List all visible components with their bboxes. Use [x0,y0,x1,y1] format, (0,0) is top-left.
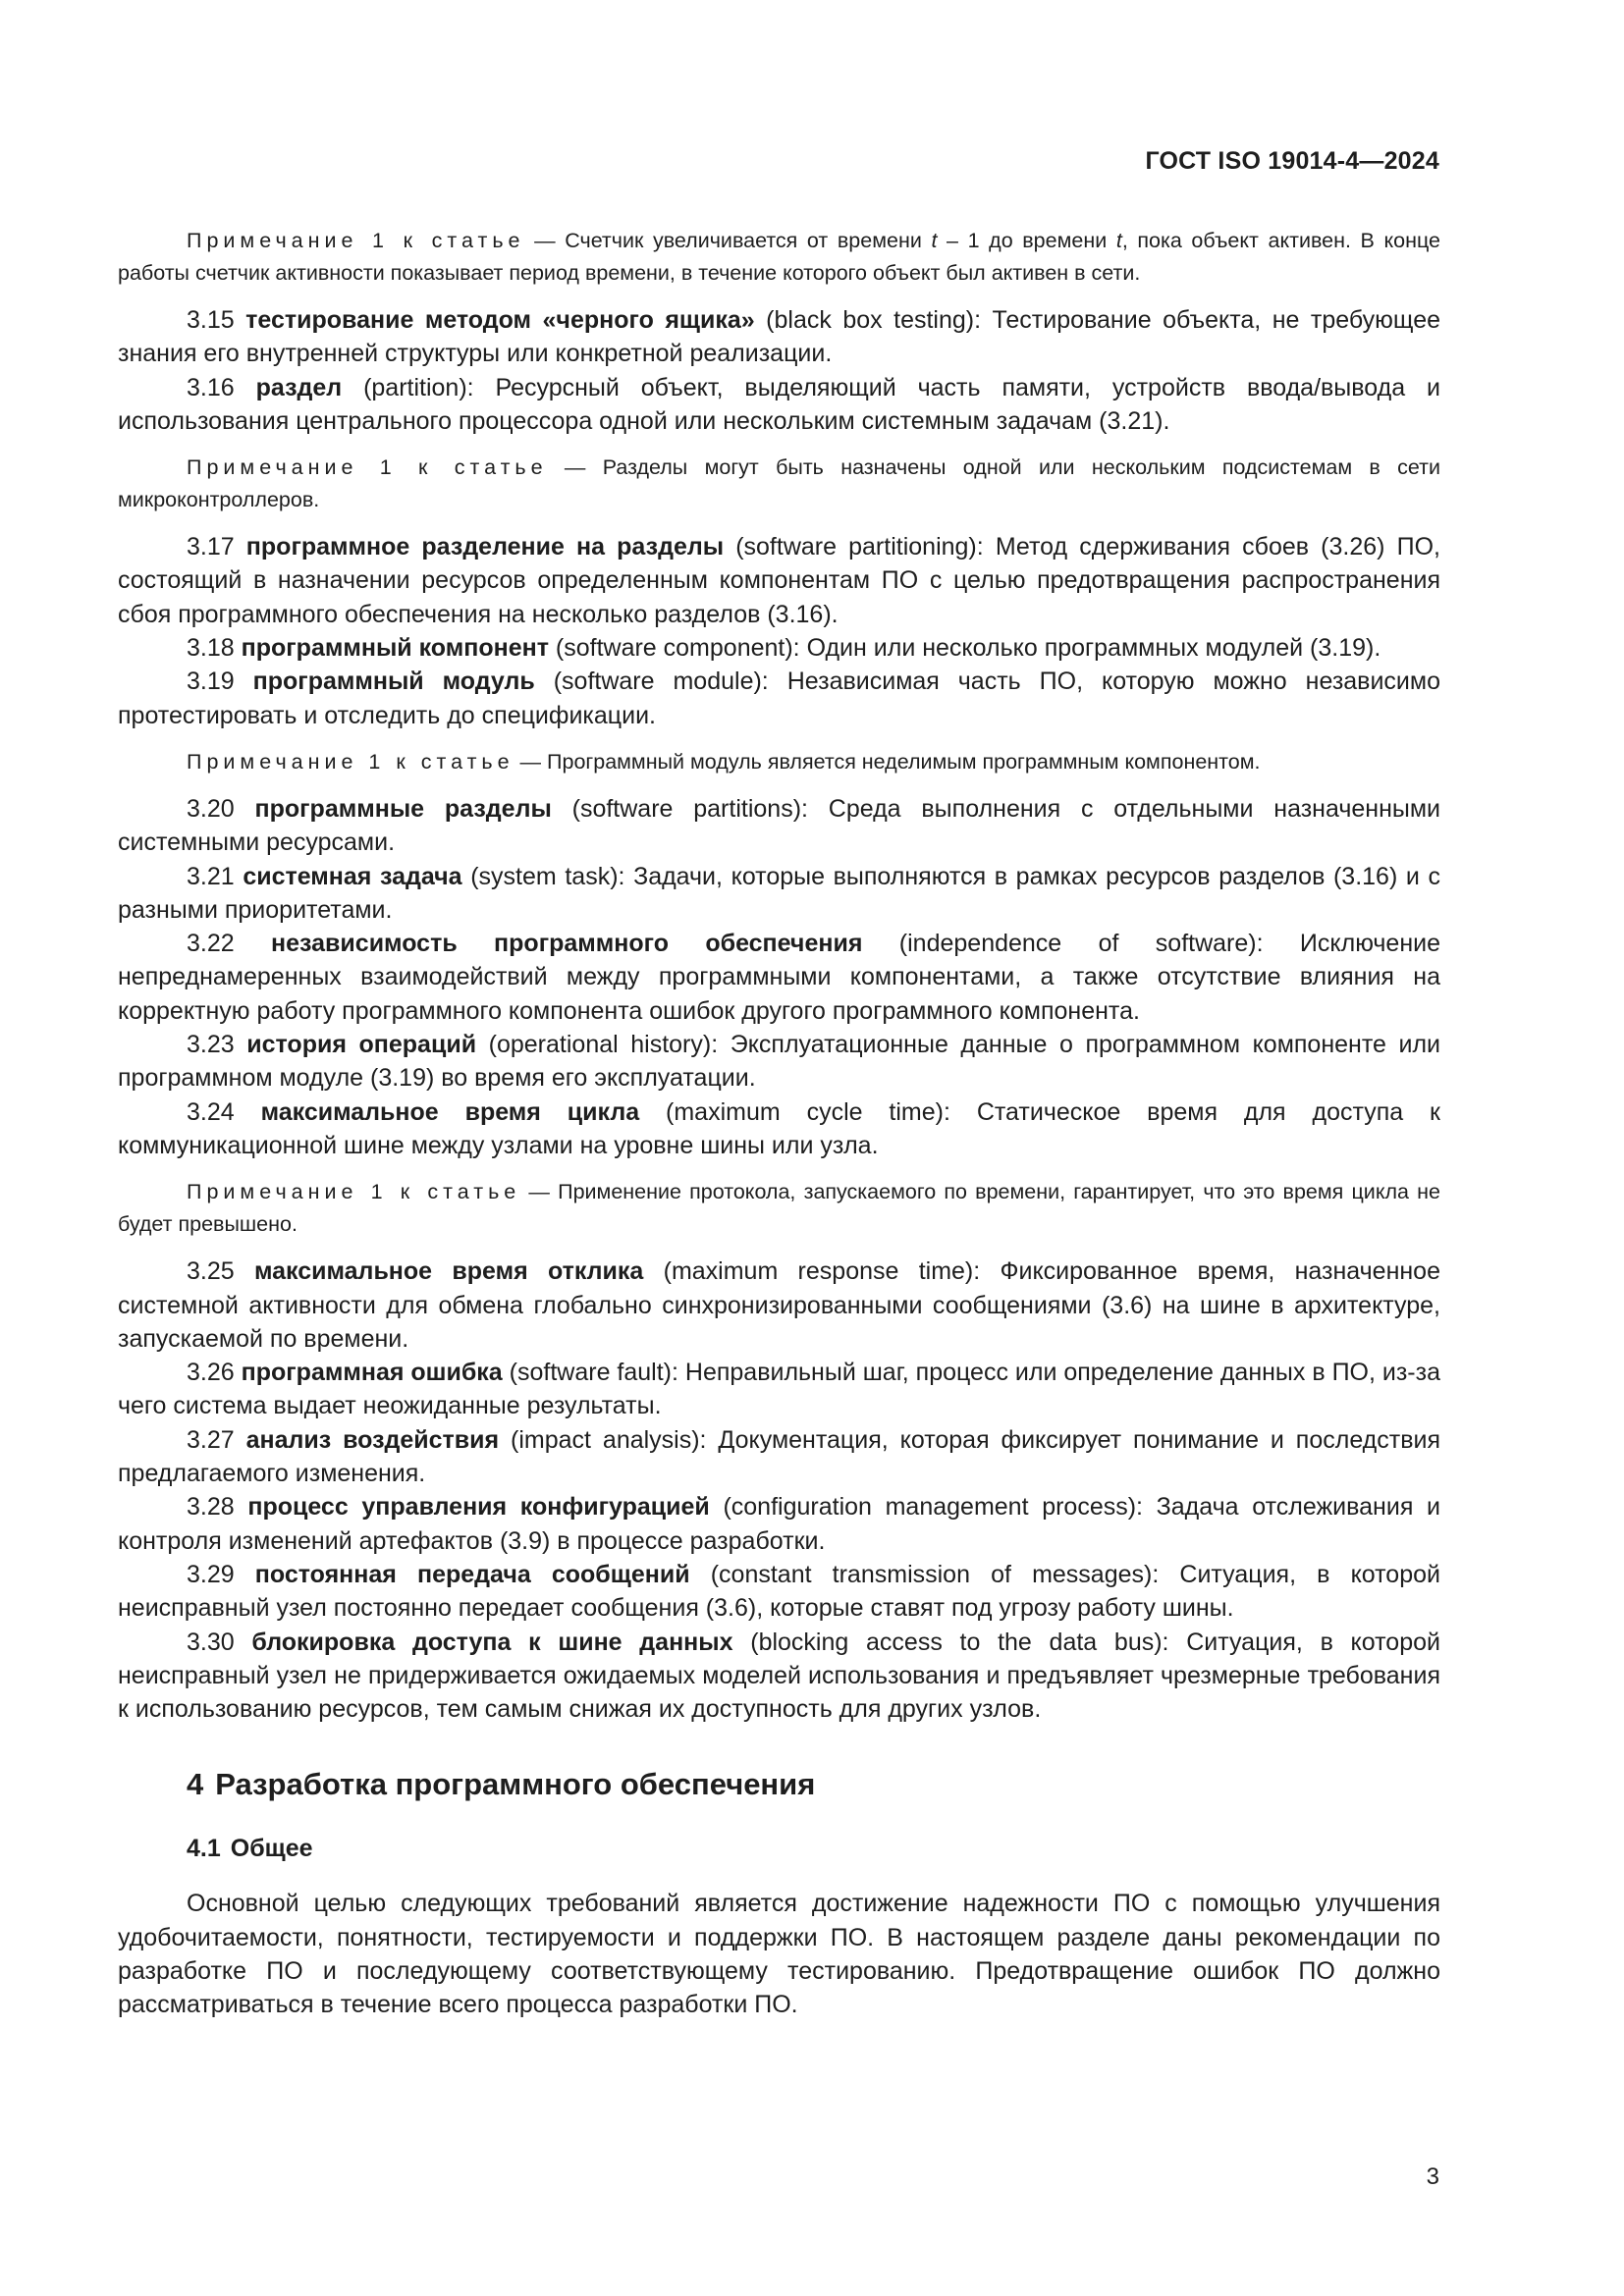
term-definition: 3.30 блокировка доступа к шине данных (blocking access to the data bus): Ситуация, в которой неисправный узел не придерживается ожидаемых моделей использования и предъявляет чрезмерные требования к использованию ресурсов, тем самым снижая их доступность для других узлов. [118,1628,1440,1724]
term: процесс управления конфигурацией [247,1493,710,1522]
term-definition: 3.17 программное разделение на разделы (software partitioning): Метод сдерживания сбоев (3.26) ПО, состоящий в назначении ресурсов определенным компонентам ПО с целью предотвращения распространения сбоя программного обеспечения на несколько разделов (3.16). [118,533,1440,628]
note-label: Примечание 1 к статье [187,455,548,480]
term: тестирование методом «черного ящика» [245,306,755,334]
term: программное разделение на разделы [245,533,725,561]
note: Примечание 1 к статье — Разделы могут быть назначены одной или нескольким подсистемам в сети микроконтроллеров. [118,455,1441,512]
term-definition: 3.23 история операций (operational history): Эксплуатационные данные о программном компоненте или программном модуле (3.19) во время его эксплуатации. [118,1031,1441,1093]
term: программный модуль [252,667,535,696]
term: раздел [255,373,343,401]
term: независимость программного обеспечения [271,930,863,958]
term-definition: 3.20 программные разделы (software partitions): Среда выполнения с отдельными назначенными системными ресурсами. [118,794,1440,857]
term-definition: 3.16 раздел (partition): Ресурсный объект, выделяющий часть памяти, устройств ввода/вывода и использования центрального процессора одной или нескольким системным задачам (3.21). [118,373,1440,435]
term-definition: 3.29 постоянная передача сообщений (constant transmission of messages): Ситуация, в которой неисправный узел постоянно передает сообщения (3.6), которые ставят под угрозу работу шины. [118,1560,1440,1623]
term-definition: 3.24 максимальное время цикла (maximum cycle time): Статическое время для доступа к коммуникационной шине между узлами на уровне шины или узла. [118,1097,1440,1159]
note: Примечание 1 к статье — Счетчик увеличивается от времени t – 1 до времени t, пока объект активен. В конце работы счетчик активности показывает период времени, в течение которого объект был активен в сети. [118,229,1440,285]
note: Примечание 1 к статье — Программный модуль является неделимым программным компонентом. [187,749,1261,774]
term-definition: 3.27 анализ воздействия (impact analysis): Документация, которая фиксирует понимание и последствия предлагаемого изменения. [118,1425,1440,1488]
term: постоянная передача сообщений [254,1560,690,1588]
term: история операций [246,1031,477,1059]
note-label: Примечание 1 к статье [187,229,525,252]
document-header: ГОСТ ISO 19014-4—2024 [1145,147,1439,175]
term-definition: 3.18 программный компонент (software component): Один или несколько программных модулей (3.19). [187,634,1381,663]
term-definition: 3.28 процесс управления конфигурацией (configuration management process): Задача отслеживания и контроля изменений артефактов (3.9) в процессе разработки. [118,1493,1440,1555]
term-definition: 3.21 системная задача (system task): Задачи, которые выполняются в рамках ресурсов разделов (3.16) и с разными приоритетами. [118,862,1440,924]
term: программный компонент [241,634,549,663]
term-definition: 3.26 программная ошибка (software fault): Неправильный шаг, процесс или определение данных в ПО, из-за чего система выдает неожиданные результаты. [118,1359,1440,1420]
term-definition: 3.22 независимость программного обеспечения (independence of software): Исключение непреднамеренных взаимодействий между программными компонентами, а также отсутствие влияния на корректную работу программного компонента ошибок другого программного компонента. [118,930,1440,1025]
term: программная ошибка [241,1359,503,1387]
page-number: 3 [1426,2163,1439,2190]
term: блокировка доступа к шине данных [251,1628,733,1656]
term: максимальное время отклика [253,1257,644,1286]
note: Примечание 1 к статье — Применение протокола, запускаемого по времени, гарантирует, что это время цикла не будет превышено. [118,1180,1440,1237]
section-paragraph: Основной целью следующих требований является достижение надежности ПО с помощью улучшения удобочитаемости, понятности, тестируемости и поддержки ПО. В настоящем разделе даны рекомендации по разработке ПО и последующему соответствующему тестированию. Предотвращение ошибок ПО должно рассматриваться в течение всего процесса разработки ПО. [118,1890,1440,2019]
note-label: Примечание 1 к статье [187,749,514,774]
document-body [118,225,1440,2022]
note-label: Примечание 1 к статье [187,1180,521,1204]
subsection-heading: 4.1 Общее [187,1835,313,1863]
term: программные разделы [254,794,552,823]
term-definition: 3.15 тестирование методом «черного ящика» (black box testing): Тестирование объекта, не требующее знания его внутренней структуры или конкретной реализации. [118,306,1440,368]
term-definition: 3.25 максимальное время отклика (maximum response time): Фиксированное время, назначенное системной активности для обмена глобально синхронизированными сообщениями (3.6) на шине в архитектуре, запускаемой по времени. [118,1257,1440,1353]
section-heading: 4 Разработка программного обеспечения [187,1767,816,1802]
term-definition: 3.19 программный модуль (software module): Независимая часть ПО, которую можно независимо протестировать и отследить до спецификации. [118,667,1440,729]
term: анализ воздействия [245,1425,500,1454]
term: максимальное время цикла [260,1097,640,1126]
term: системная задача [243,862,462,890]
